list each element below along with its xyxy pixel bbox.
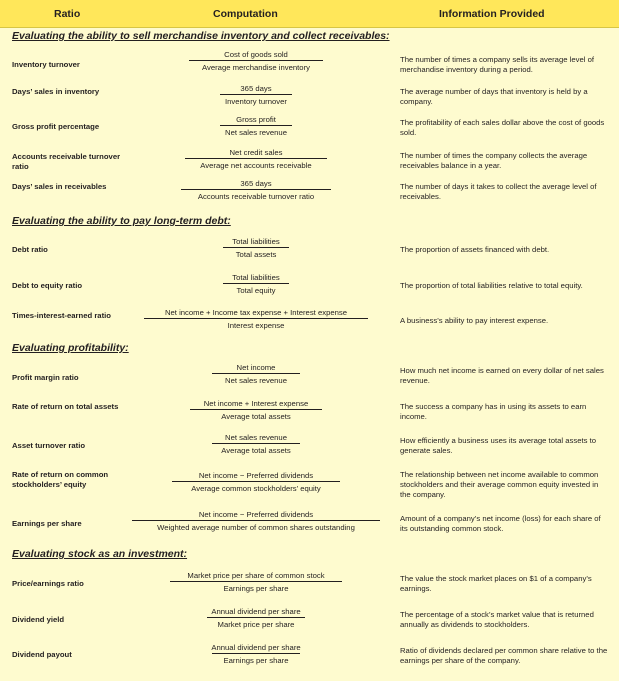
information-provided: The proportion of total liabilities relative to total equity. <box>400 281 583 290</box>
ratio-name: Times-interest-earned ratio <box>12 311 111 320</box>
information-provided: The value the stock market places on $1 of a company’s earnings. <box>400 574 592 593</box>
computation-numerator: 365 days <box>240 179 272 188</box>
computation-numerator: Total liabilities <box>232 273 280 282</box>
header-information: Information Provided <box>439 8 545 20</box>
computation-denominator: Average total assets <box>221 412 291 421</box>
ratio-name: Profit margin ratio <box>12 373 79 382</box>
fraction-bar <box>132 520 380 521</box>
computation-denominator: Earnings per share <box>223 656 289 665</box>
information-provided: Amount of a company’s net income (loss) for each share of its outstanding common stock. <box>400 514 601 533</box>
ratio-name: Debt to equity ratio <box>12 281 83 290</box>
computation-denominator: Average common stockholders’ equity <box>191 484 321 493</box>
fraction-bar <box>220 94 292 95</box>
fraction-bar <box>190 409 322 410</box>
information-provided: The number of days it takes to collect the average level of receivables. <box>400 182 597 201</box>
information-provided: The average number of days that inventory is held by a company. <box>400 87 588 106</box>
computation-denominator: Inventory turnover <box>225 97 287 106</box>
computation-numerator: Net income + Income tax expense + Interest expense <box>164 308 348 317</box>
computation-denominator: Average net accounts receivable <box>200 161 312 170</box>
computation-denominator: Earnings per share <box>223 584 289 593</box>
computation-denominator: Interest expense <box>227 321 285 330</box>
information-provided: The success a company has in using its assets to earn income. <box>400 402 587 421</box>
section-heading-debt: Evaluating the ability to pay long-term debt: <box>12 215 231 227</box>
fraction-bar <box>144 318 368 319</box>
computation-denominator: Average merchandise inventory <box>202 63 310 72</box>
fraction-bar <box>172 481 340 482</box>
ratio-name: Asset turnover ratio <box>12 441 86 450</box>
computation-numerator: Net credit sales <box>229 148 283 157</box>
ratio-name: Debt ratio <box>12 245 48 254</box>
ratio-name: Accounts receivable turnover ratio <box>12 152 121 171</box>
information-provided: A business’s ability to pay interest expense. <box>400 316 549 325</box>
section-heading-receivables: Evaluating the ability to sell merchandise inventory and collect receivables: <box>12 30 390 42</box>
fraction-bar <box>181 189 331 190</box>
information-provided: The number of times a company sells its average level of merchandise inventory during a period. <box>400 55 594 74</box>
computation-denominator: Market price per share <box>217 620 295 629</box>
information-provided: The percentage of a stock’s market value that is returned annually as dividends to stockholders. <box>400 610 594 629</box>
information-provided: How efficiently a business uses its average total assets to generate sales. <box>400 436 596 455</box>
computation-numerator: Net income + Interest expense <box>203 399 309 408</box>
information-provided: The relationship between net income available to common stockholders and their average common equity invested in the company. <box>400 470 599 499</box>
ratio-name: Dividend yield <box>12 615 65 624</box>
information-provided: How much net income is earned on every dollar of net sales revenue. <box>400 366 604 385</box>
computation-numerator: Net sales revenue <box>225 433 287 442</box>
ratio-name: Inventory turnover <box>12 60 80 69</box>
fraction-bar <box>223 247 289 248</box>
computation-denominator: Total assets <box>235 250 277 259</box>
fraction-bar <box>207 617 305 618</box>
ratio-name: Days’ sales in inventory <box>12 87 100 96</box>
information-provided: The profitability of each sales dollar above the cost of goods sold. <box>400 118 605 137</box>
computation-denominator: Net sales revenue <box>225 376 287 385</box>
information-provided: The proportion of assets financed with debt. <box>400 245 550 254</box>
ratio-name: Rate of return on common stockholders’ equity <box>12 470 109 489</box>
fraction-bar <box>223 283 289 284</box>
computation-numerator: Annual dividend per share <box>211 607 301 616</box>
section-heading-stock: Evaluating stock as an investment: <box>12 548 188 560</box>
computation-denominator: Weighted average number of common shares outstanding <box>157 523 355 532</box>
computation-numerator: Market price per share of common stock <box>187 571 325 580</box>
computation-denominator: Accounts receivable turnover ratio <box>197 192 315 201</box>
computation-numerator: Net income <box>236 363 276 372</box>
computation-numerator: Net income − Preferred dividends <box>198 510 314 519</box>
header-ratio: Ratio <box>54 8 81 20</box>
fraction-bar <box>220 125 292 126</box>
ratio-name: Rate of return on total assets <box>12 402 119 411</box>
header-computation: Computation <box>213 8 278 20</box>
computation-denominator: Net sales revenue <box>225 128 287 137</box>
fraction-bar <box>185 158 327 159</box>
computation-numerator: 365 days <box>240 84 272 93</box>
ratio-name: Days’ sales in receivables <box>12 182 107 191</box>
computation-denominator: Total equity <box>236 286 276 295</box>
fraction-bar <box>170 581 342 582</box>
fraction-bar <box>212 443 300 444</box>
fraction-bar <box>212 653 300 654</box>
table-header <box>0 0 619 28</box>
ratio-name: Gross profit percentage <box>12 122 100 131</box>
information-provided: The number of times the company collects the average receivables balance in a year. <box>400 151 588 170</box>
computation-numerator: Cost of goods sold <box>224 50 288 59</box>
ratio-name: Price/earnings ratio <box>12 579 84 588</box>
computation-numerator: Annual dividend per share <box>211 643 301 652</box>
computation-denominator: Average total assets <box>221 446 291 455</box>
fraction-bar <box>212 373 300 374</box>
ratio-name: Earnings per share <box>12 519 82 528</box>
computation-numerator: Gross profit <box>236 115 276 124</box>
ratio-name: Dividend payout <box>12 650 72 659</box>
computation-numerator: Net income − Preferred dividends <box>198 471 314 480</box>
information-provided: Ratio of dividends declared per common share relative to the earnings per share of the company. <box>400 646 608 665</box>
section-heading-profitability: Evaluating profitability: <box>12 342 129 354</box>
fraction-bar <box>189 60 323 61</box>
computation-numerator: Total liabilities <box>232 237 280 246</box>
